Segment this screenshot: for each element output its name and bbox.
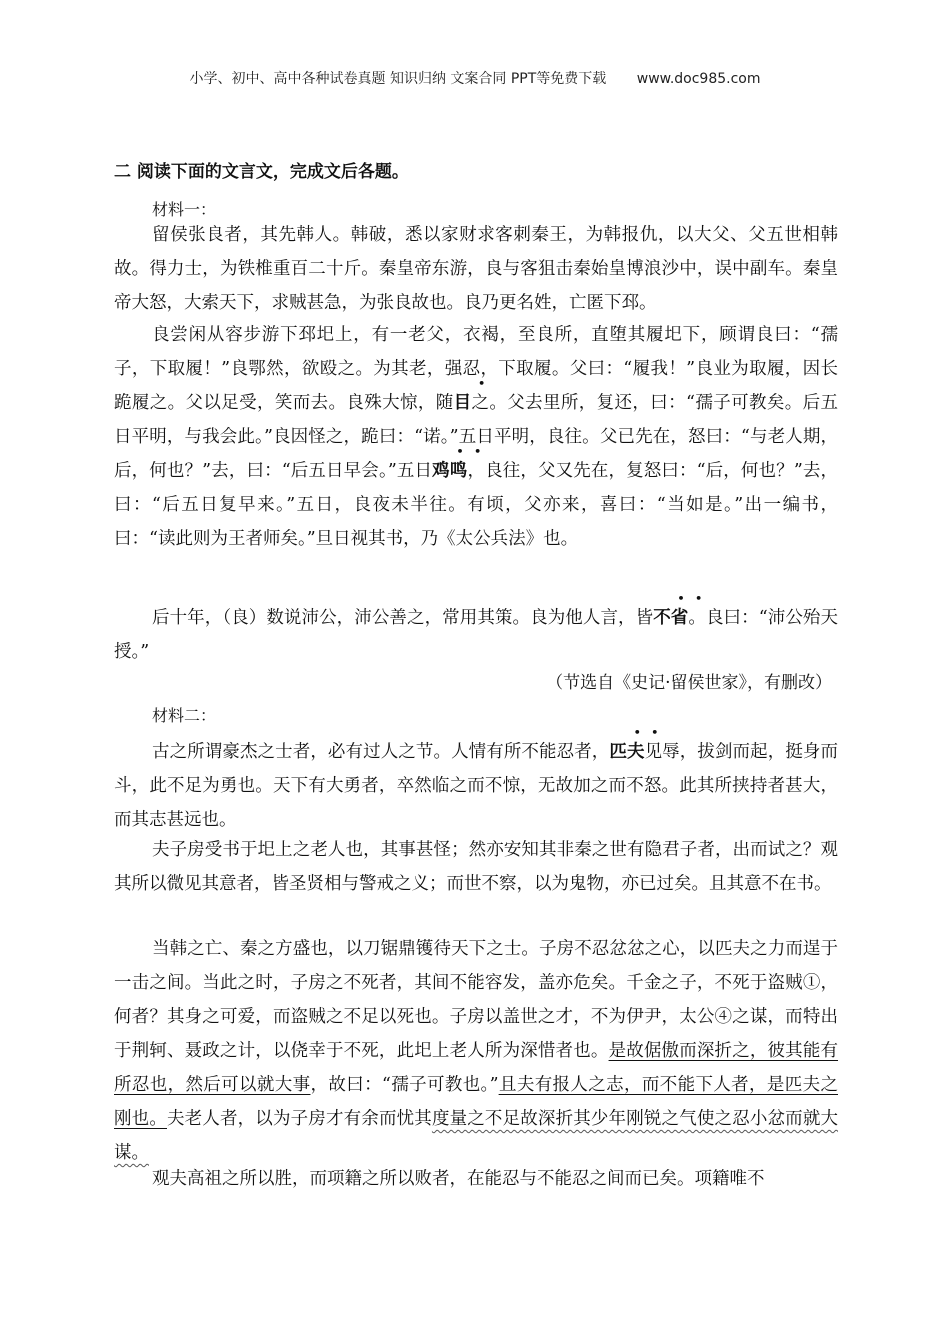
material2-paragraph-3 — [114, 932, 838, 1170]
material1-label: 材料一： — [152, 200, 217, 219]
text-run: 良尝闲从容步游下邳圯上，有一老父，衣褐，至良所，直堕其履圯下，顾谓良曰：“孺子，下取履！”良鄂然，欲殴之。为其老，强忍，下取履。父曰：“履我！”良业为取履，因长跪履之。父以足受，笑而去。良殊大惊，随 — [114, 325, 838, 413]
emphasized-word-xing: 省 — [670, 608, 689, 628]
material2-label: 材料二： — [152, 706, 217, 725]
section-title: 二 阅读下面的文言文，完成文后各题。 — [114, 162, 409, 182]
text-run: 古之所谓豪杰之士者，必有过人之节。人情有所不能忍者， — [152, 742, 610, 762]
text-run: ，良往，父又先在，复怒曰：“后，何也？”去，曰：“后五日复早来。”五日，良夜未半往。有顷，父亦来，喜曰：“当如是。”出一编书，曰：“读此则为王者师矣。”旦日视其书，乃《太公兵法》也。 — [114, 461, 839, 549]
material2-paragraph-1 — [114, 735, 838, 837]
underlined-sentence-2: 且夫有报人之志，而不能下人者，是匹夫之刚也。 — [114, 1075, 838, 1129]
header-text: 小学、初中、高中各种试卷真题 知识归纳 文案合同 PPT等免费下载 — [189, 71, 607, 87]
emphasized-word-pi: 匹 — [609, 742, 627, 762]
material2-paragraph-4: 观夫高祖之所以胜，而项籍之所以败者，在能忍与不能忍之间而已矣。项籍唯不 — [152, 1169, 765, 1189]
page-header — [0, 68, 950, 88]
material1-paragraph-1: 留侯张良者，其先韩人。韩破，悉以家财求客刺秦王，为韩报仇，以大父、父五世相韩故。得力士，为铁椎重百二十斤。秦皇帝东游，良与客狙击秦始皇博浪沙中，误中副车。秦皇帝大怒，大索天下，求贼甚急，为张良故也。良乃更名姓，亡匿下邳。 — [114, 225, 838, 313]
text-run: ，故曰：“孺子可教也。” — [310, 1075, 499, 1095]
text-run: 后十年，（良）数说沛公，沛公善之，常用其策。良为他人言，皆 — [152, 608, 654, 628]
underlined-sentence-1: 是故倨傲而深折之，彼其能有所忍也，然后可以就大事 — [114, 1041, 839, 1095]
emphasized-word-ming: 鸣 — [449, 461, 468, 481]
emphasized-word-mu: 目 — [453, 393, 472, 413]
emphasized-word-fu: 夫 — [627, 742, 645, 762]
text-run: 之。父去里所，复还，曰：“孺子可教矣。后五日平明，与我会此。”良因怪之，跪曰：“诺。”五日平明，良往。父已先在，怒曰：“与老人期，后，何也？”去，曰：“后五日早会。”五日 — [114, 393, 839, 481]
text-run: 见辱，拔剑而起，挺身而斗，此不足为勇也。天下有大勇者，卒然临之而不惊，无故加之而不怒。此其所挟持者甚大，而其志甚远也。 — [114, 742, 839, 830]
material2-paragraph-2: 夫子房受书于圯上之老人也，其事甚怪；然亦安知其非秦之世有隐君子者，出而试之？观其所以微见其意者，皆圣贤相与警戒之义；而世不察，以为鬼物，亦已过矣。且其意不在书。 — [114, 840, 838, 894]
text-run: 当韩之亡、秦之方盛也，以刀锯鼎镬待天下之士。子房不忍忿忿之心，以匹夫之力而逞于一击之间。当此之时，子房之不死者，其间不能容发，盖亦危矣。千金之子，不死于盗贼①，何者？其身之可爱，而盗贼之不足以死也。子房以盖世之才，不为伊尹，太公④之谋，而特出于荆轲、聂政之计，以侥幸于不死，此圯上老人所为深惜者也。 — [114, 939, 838, 1061]
material1-paragraph-2 — [114, 318, 838, 556]
text-run: 。良曰：“沛公殆天授。” — [114, 608, 839, 662]
text-run: 夫老人者，以为子房才有余而忧其 — [167, 1109, 432, 1129]
header-site-link[interactable]: www.doc985.com — [636, 71, 761, 87]
wavy-underlined-sentence: 度量之不足故深折其少年刚锐之气使之忍小忿而就大谋。 — [114, 1109, 839, 1163]
emphasized-word-ji: 鸡 — [432, 461, 450, 481]
material1-source: （节选自《史记·留侯世家》，有删改） — [546, 673, 832, 693]
material1-paragraph-3 — [114, 601, 838, 669]
emphasized-word-bu: 不 — [653, 608, 671, 628]
